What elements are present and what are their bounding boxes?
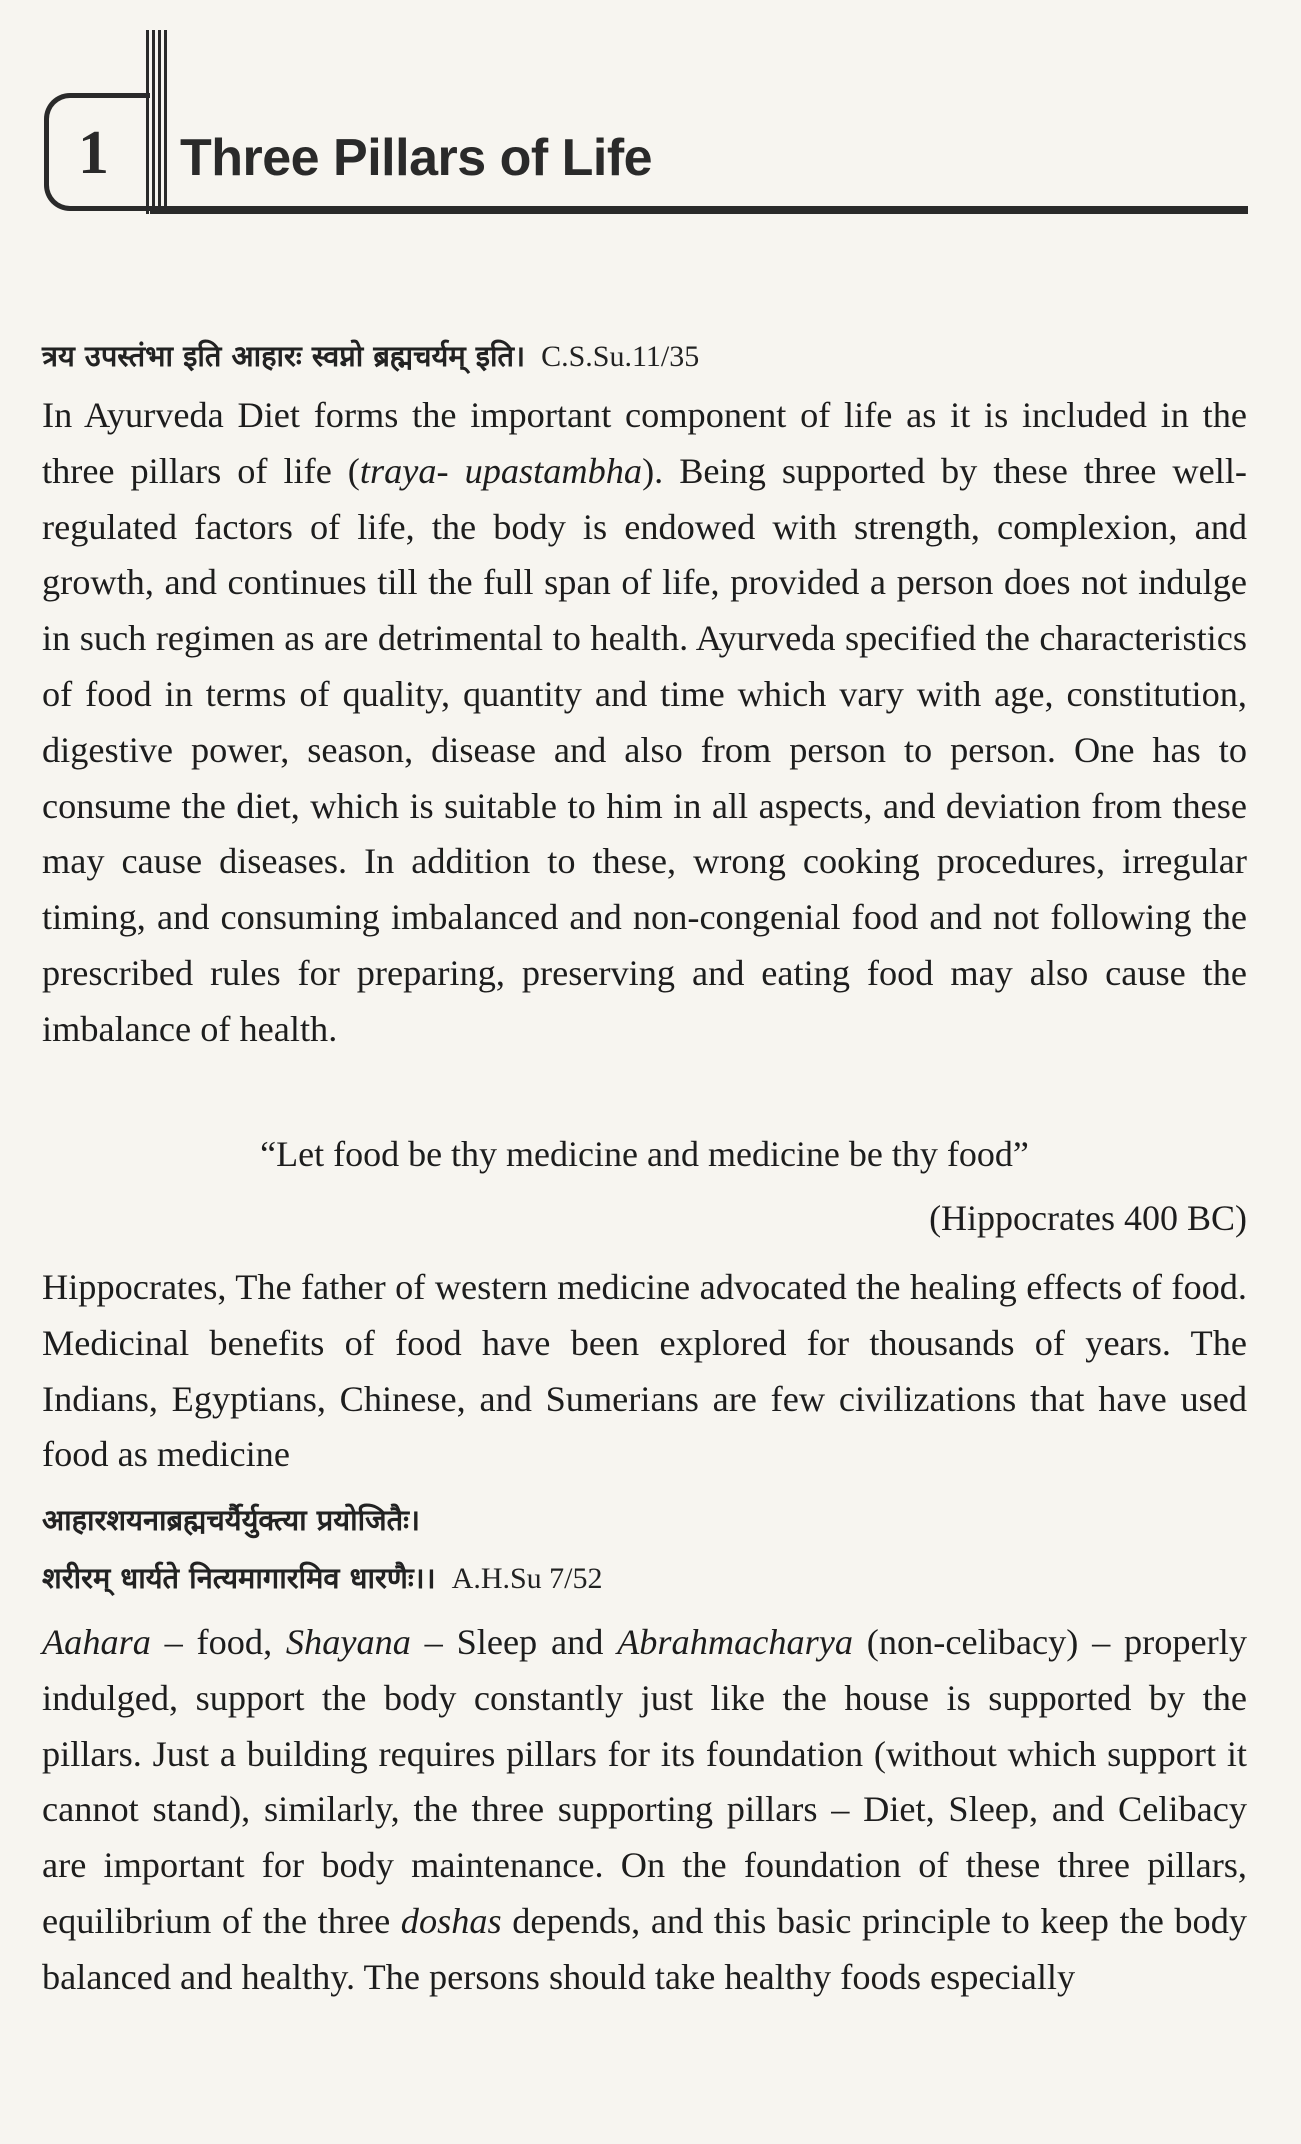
sanskrit-verse-2-line-1: आहारशयनाब्रह्मचर्यैर्युक्त्या प्रयोजितैः। [42,1503,421,1537]
chapter-divider-bars [146,30,170,214]
verse-1-reference: C.S.Su.11/35 [541,340,700,373]
para-1-text-a: In Ayurveda Diet forms the important component of life as it is included in the three pillars of life ( [42,395,1247,491]
paragraph-1 [42,388,1247,1058]
para-3-text-a: – food, [150,1622,286,1662]
term-abrahmacharya: Abrahmacharya [617,1622,854,1662]
chapter-number: 1 [78,119,109,187]
para-3-text-d: depends, and this basic principle to keep the body balanced and healthy. The persons should take healthy foods especially [42,1900,1247,1997]
term-aahara: Aahara [42,1622,151,1662]
chapter-underline [150,206,1248,214]
para-1-italic-term: traya- upastambha [359,450,643,491]
quote-attribution: (Hippocrates 400 BC) [929,1198,1247,1238]
chapter-title: Three Pillars of Life [180,129,653,187]
sanskrit-verse-2-line-2 [42,1558,1242,1597]
para-1-text-b: ). Being supported by these three well-regulated factors of life, the body is endowed with strength, complexion, and growth, and continues till the full span of life, provided a person does not indulge in such regimen as are detrimental to health. Ayurveda specified the characteristics of food in terms of quality, quantity and time which vary with age, constitution, digestive power, season, disease and also from person to person. One has to consume the diet, which is suitable to him in all aspects, and deviation from these may cause diseases. In addition to these, wrong cooking procedures, irregular timing, and consuming imbalanced and non-congenial food and not following the prescribed rules for preparing, preserving and eating food may also cause the imbalance of health. [42,450,1247,1049]
para-3-text-c: (non-celibacy) – properly indulged, support the body constantly just like the house is supported by the pillars. Just a building requires pillars for its foundation (without which support it cannot stand), similarly, the three supporting pillars – Diet, Sleep, and Celibacy are important for body maintenance. On the foundation of these three pillars, equilibrium of the three [42,1622,1247,1941]
verse-1-text: त्रय उपस्तंभा इति आहारः स्वप्नो ब्रह्मचर्यम् इति। [42,339,526,373]
term-doshas: doshas [400,1900,502,1941]
paragraph-2: Hippocrates, The father of western medicine advocated the healing effects of food. Medicinal benefits of food have been explored for thousands of years. The Indians, Egyptians, Chinese, and Sumerians are few civilizations that have used food as medicine [42,1267,1247,1475]
hippocrates-quote: “Let food be thy medicine and medicine be thy food” [260,1134,1029,1174]
paragraph-3 [42,1615,1247,2006]
verse-2-reference: A.H.Su 7/52 [451,1562,603,1595]
sanskrit-verse-1 [42,336,1242,375]
para-3-text-b: – Sleep and [410,1622,618,1662]
verse-2-line-2-text: शरीरम् धार्यते नित्यमागारमिव धारणैः।। [42,1561,436,1595]
term-shayana: Shayana [285,1622,411,1662]
